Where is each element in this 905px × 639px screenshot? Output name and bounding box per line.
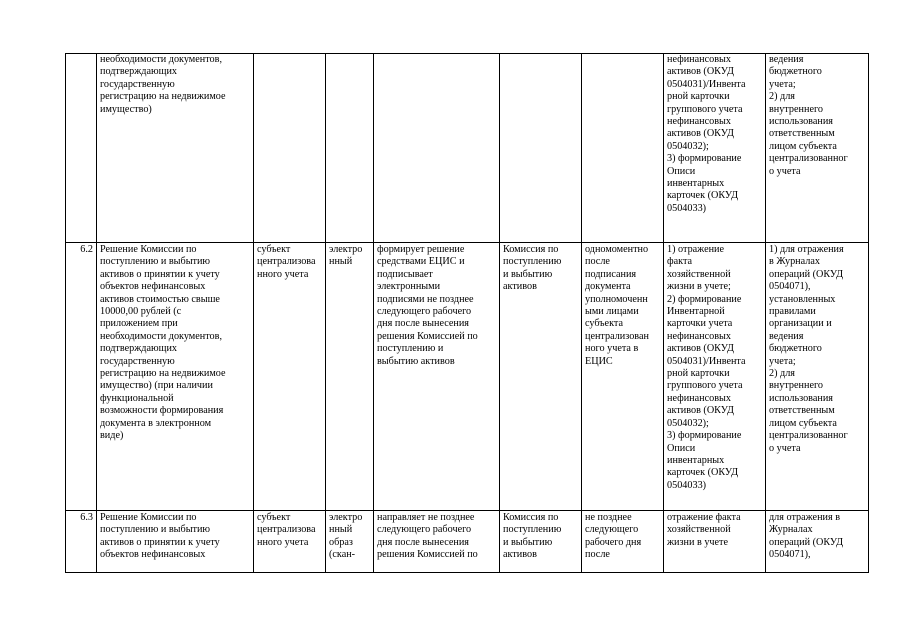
row-number: 6.3 bbox=[66, 511, 97, 573]
recipient-cell bbox=[500, 53, 582, 243]
action-cell bbox=[374, 53, 500, 243]
recipient-cell: Комиссия по поступлению и выбытию активов bbox=[500, 511, 582, 573]
format-cell: электро нный bbox=[326, 243, 374, 511]
format-cell: электро нный образ (скан- bbox=[326, 511, 374, 573]
responsible-cell: субъект централизова нного учета bbox=[254, 511, 326, 573]
action-cell: направляет не позднее следующего рабочего дня после вынесения решения Комиссией по bbox=[374, 511, 500, 573]
responsible-cell bbox=[254, 53, 326, 243]
usage-cell: ведения бюджетного учета; 2) для внутреннего использования ответственным лицом субъекта централизованног о учета bbox=[766, 53, 869, 243]
table-top-border bbox=[65, 53, 868, 54]
usage-cell: 1) для отражения в Журналах операций (ОКУД 0504071), установленных правилами организации и ведения бюджетного учета; 2) для внутреннего использования ответственным лицом субъекта централизованног о учета bbox=[766, 243, 869, 511]
table-row bbox=[66, 511, 869, 573]
purpose-cell: отражение факта хозяйственной жизни в учете bbox=[664, 511, 766, 573]
usage-cell: для отражения в Журналах операций (ОКУД 0504071), bbox=[766, 511, 869, 573]
row-number bbox=[66, 53, 97, 243]
recipient-cell: Комиссия по поступлению и выбытию активов bbox=[500, 243, 582, 511]
deadline-cell: не позднее следующего рабочего дня после bbox=[582, 511, 664, 573]
table-row bbox=[66, 53, 869, 243]
document-name-cell: Решение Комиссии по поступлению и выбытию активов о принятии к учету объектов нефинансовых активов стоимостью свыше 10000,00 рублей (с приложением при необходимости документов, подтверждающих государственную регистрацию на недвижимое имущество) (при наличии функциональной возможности формирования документа в электронном виде) bbox=[97, 243, 254, 511]
purpose-cell: нефинансовых активов (ОКУД 0504031)/Инвента рной карточки группового учета нефинансовых активов (ОКУД 0504032); 3) формирование Описи инвентарных карточек (ОКУД 0504033) bbox=[664, 53, 766, 243]
document-name-cell: Решение Комиссии по поступлению и выбытию активов о принятии к учету объектов нефинансовых bbox=[97, 511, 254, 573]
action-cell: формирует решение средствами ЕЦИС и подписывает электронными подписями не позднее следующего рабочего дня после вынесения решения Комиссией по поступлению и выбытию активов bbox=[374, 243, 500, 511]
document-name-cell: необходимости документов, подтверждающих государственную регистрацию на недвижимое имущество) bbox=[97, 53, 254, 243]
purpose-cell: 1) отражение факта хозяйственной жизни в учете; 2) формирование Инвентарной карточки учета нефинансовых активов (ОКУД 0504031)/Инвента рной карточки группового учета нефинансовых активов (ОКУД 0504032); 3) формирование Описи инвентарных карточек (ОКУД 0504033) bbox=[664, 243, 766, 511]
deadline-cell: одномоментно после подписания документа уполномоченн ыми лицами субъекта централизован ного учета в ЕЦИС bbox=[582, 243, 664, 511]
deadline-cell bbox=[582, 53, 664, 243]
format-cell bbox=[326, 53, 374, 243]
responsible-cell: субъект централизова нного учета bbox=[254, 243, 326, 511]
table-row bbox=[66, 243, 869, 511]
row-number: 6.2 bbox=[66, 243, 97, 511]
document-table bbox=[65, 53, 869, 573]
